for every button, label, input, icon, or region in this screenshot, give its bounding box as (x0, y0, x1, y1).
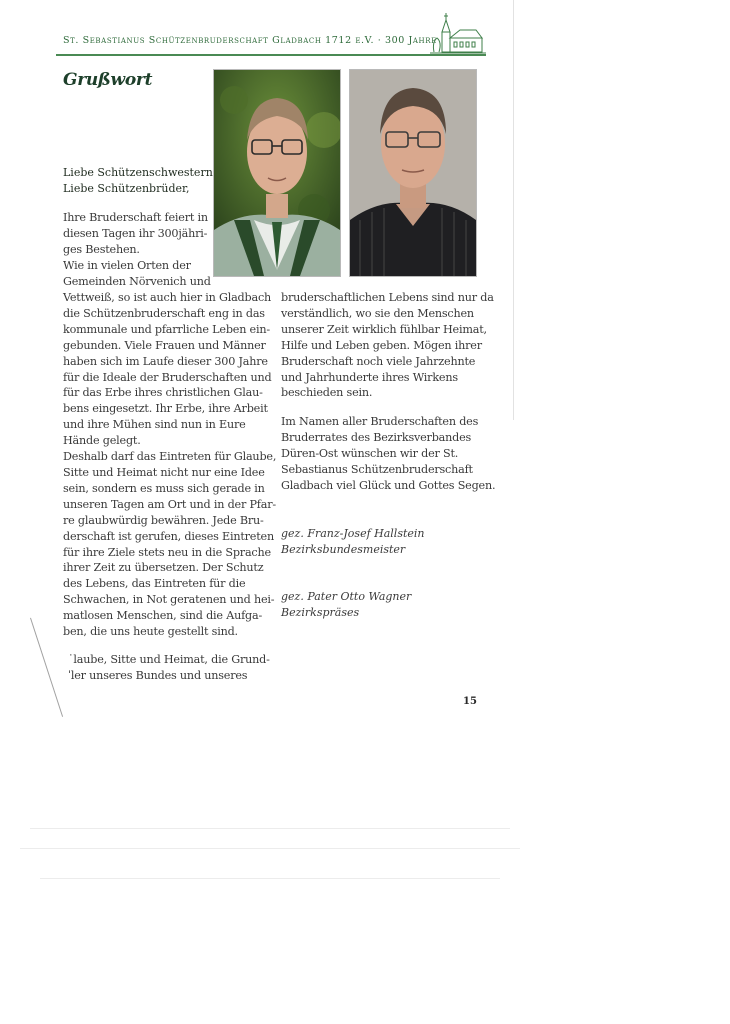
text-line: unseren Tagen am Ort und in der Pfar- (63, 497, 276, 511)
text-line: ben, die uns heute gestellt sind. (63, 625, 238, 639)
text-line: diesen Tagen ihr 300jähri- (63, 226, 208, 240)
portrait-photo-1 (214, 70, 340, 276)
signature-role: Bezirkspräses (281, 606, 360, 619)
text-line: gebunden. Viele Frauen und Männer (63, 338, 266, 352)
portrait-photo-2 (350, 70, 476, 276)
text-line: für ihre Ziele stets neu in die Sprache (63, 545, 271, 559)
scan-artifact-line (30, 828, 510, 829)
left-column-continuation (68, 652, 270, 684)
text-line: die Schützenbruderschaft eng in das (63, 306, 265, 320)
text-line: Hilfe und Leben geben. Mögen ihrer (281, 338, 482, 352)
text-line: derschaft ist gerufen, dieses Eintreten (63, 529, 274, 543)
signature-block (281, 526, 425, 558)
text-line: re glaubwürdig bewähren. Jede Bru- (63, 513, 264, 527)
signature-name: gez. Franz-Josef Hallstein (281, 527, 425, 540)
text-line: matlosen Menschen, sind die Aufga- (63, 609, 263, 623)
signature-name: gez. Pater Otto Wagner (281, 590, 412, 603)
greeting-line: Liebe Schützenbrüder, (63, 182, 190, 195)
signature-block (281, 589, 411, 621)
running-header (56, 28, 486, 56)
left-column-intro (63, 210, 211, 290)
text-line: Bruderrates des Bezirksverbandes (281, 430, 472, 444)
text-line: und Jahrhunderte ihres Wirkens (281, 370, 458, 384)
portrait-man-with-glasses-uniform-icon (214, 70, 340, 276)
greeting (63, 165, 213, 197)
text-line: Ihre Bruderschaft feiert in (63, 211, 208, 224)
text-line: Bruderschaft noch viele Jahrzehnte (281, 354, 476, 368)
scan-artifact-line (20, 848, 520, 849)
text-line: Hände gelegt. (63, 434, 141, 448)
page-number: 15 (463, 696, 477, 707)
text-line: haben sich im Laufe dieser 300 Jahre (63, 354, 268, 368)
text-line: Im Namen aller Bruderschaften des (281, 415, 479, 428)
signature-role: Bezirksbundesmeister (281, 543, 406, 556)
text-line: unserer Zeit wirklich fühlbar Heimat, (281, 322, 487, 336)
right-column-closing (281, 414, 495, 494)
text-line: verständlich, wo sie den Menschen (281, 306, 474, 320)
greeting-line: Liebe Schützenschwestern (63, 166, 213, 179)
page-title: Grußwort (63, 70, 153, 90)
text-line: ˈler unseres Bundes und unseres (68, 668, 248, 682)
text-line: Vettweiß, so ist auch hier in Gladbach (63, 291, 272, 304)
text-line: und ihre Mühen sind nun in Eure (63, 418, 246, 432)
text-line: für die Ideale der Bruderschaften und (63, 370, 272, 384)
chapel-logo-icon (430, 12, 486, 56)
left-column-body (63, 290, 276, 640)
header-rule (56, 54, 486, 56)
portrait-man-with-glasses-striped-shirt-icon (350, 70, 476, 276)
text-line: Gladbach viel Glück und Gottes Segen. (281, 478, 496, 492)
text-line: des Lebens, das Eintreten für die (63, 577, 246, 591)
text-line: ges Bestehen. (63, 242, 140, 256)
text-line: Düren-Ost wünschen wir der St. (281, 446, 459, 460)
text-line: Wie in vielen Orten der (63, 258, 191, 272)
text-line: bruderschaftlichen Lebens sind nur da (281, 291, 494, 304)
text-line: bens eingesetzt. Ihr Erbe, ihre Arbeit (63, 402, 268, 416)
text-line: sein, sondern es muss sich gerade in (63, 481, 265, 495)
text-line: ˙laube, Sitte und Heimat, die Grund- (68, 653, 270, 666)
text-line: Deshalb darf das Eintreten für Glaube, (63, 450, 277, 464)
header-text: St. Sebastianus Schützenbruderschaft Gladbach 1712 e.V. · 300 Jahre (63, 35, 437, 46)
text-line: Gemeinden Nörvenich und (63, 274, 211, 288)
text-line: ihrer Zeit zu übersetzen. Der Schutz (63, 561, 264, 575)
text-line: kommunale und pfarrliche Leben ein- (63, 322, 270, 336)
text-line: Sitte und Heimat nicht nur eine Idee (63, 465, 265, 479)
page-edge (513, 0, 514, 420)
text-line: Sebastianus Schützenbruderschaft (281, 462, 473, 476)
text-line: beschieden sein. (281, 386, 373, 400)
scan-stray-stroke (30, 618, 63, 717)
text-line: Schwachen, in Not geratenen und hei- (63, 593, 275, 607)
text-line: für das Erbe ihres christlichen Glau- (63, 386, 263, 400)
scan-artifact-line (40, 878, 500, 879)
right-column-body (281, 290, 494, 401)
